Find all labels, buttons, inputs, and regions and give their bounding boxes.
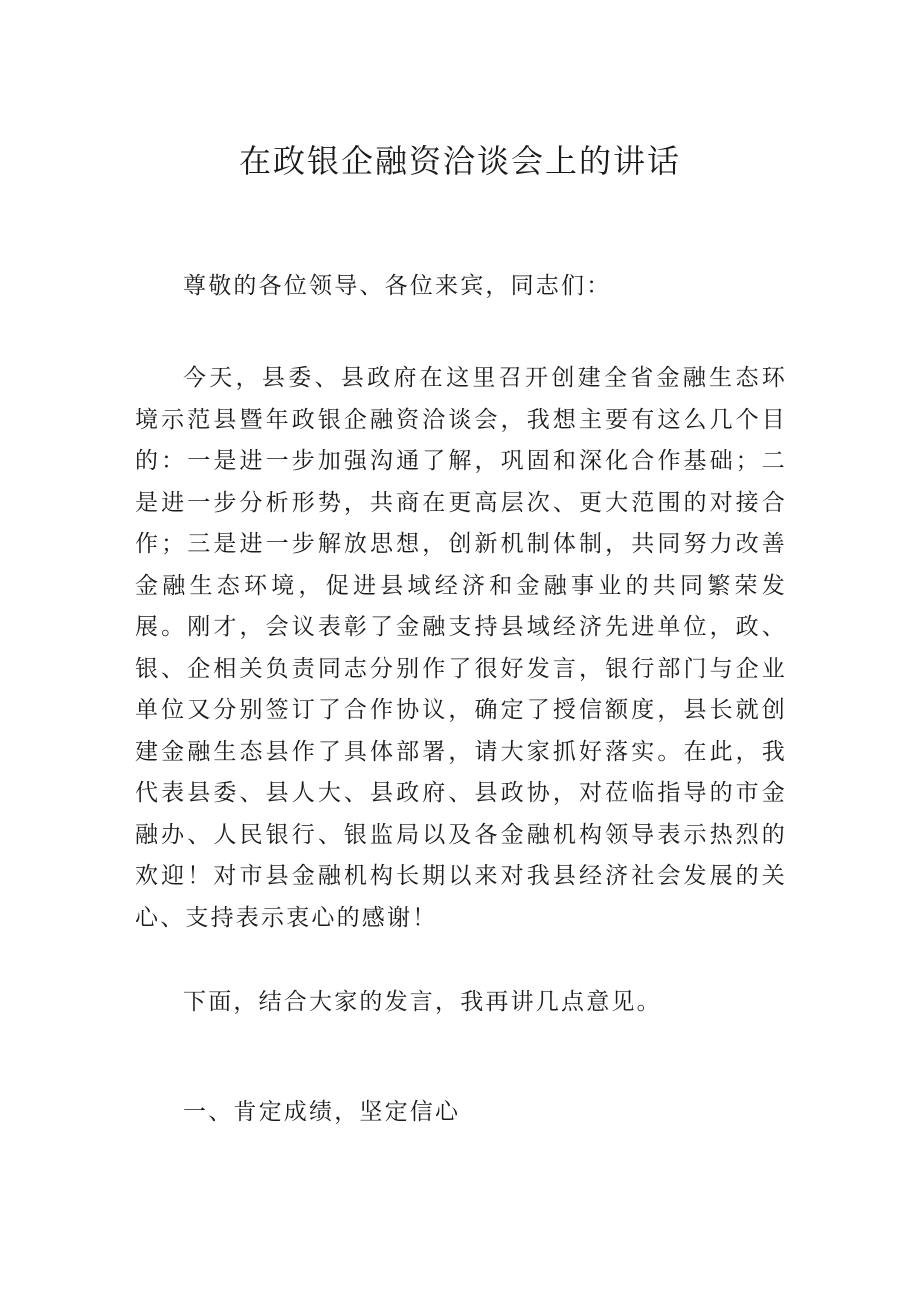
section-heading-1: 一、肯定成绩，坚定信心 [183,1099,461,1125]
body-paragraph-opening: 今天，县委、县政府在这里召开创建全省金融生态环境示范县暨年政银企融资洽谈会，我想主要有这么几个目的：一是进一步加强沟通了解，巩固和深化合作基础；二是进一步分析形势，共商在更高层次、更大范围的对接合作；三是进一步解放思想，创新机制体制，共同努力改善金融生态环境，促进县域经济和金融事业的共同繁荣发展。刚才，会议表彰了金融支持县域经济先进单位，政、银、企相关负责同志分别作了很好发言，银行部门与企业单位又分别签订了合作协议，确定了授信额度，县长就创建金融生态县作了具体部署，请大家抓好落实。在此，我代表县委、县人大、县政府、县政协，对莅临指导的市金融办、人民银行、银监局以及各金融机构领导表示热烈的欢迎！对市县金融机构长期以来对我县经济社会发展的关心、支持表示衷心的感谢！ [135,365,787,931]
greeting-paragraph: 尊敬的各位领导、各位来宾，同志们： [183,273,612,299]
body-paragraph-transition: 下面，结合大家的发言，我再讲几点意见。 [183,989,662,1015]
document-title: 在政银企融资洽谈会上的讲话 [238,142,681,180]
